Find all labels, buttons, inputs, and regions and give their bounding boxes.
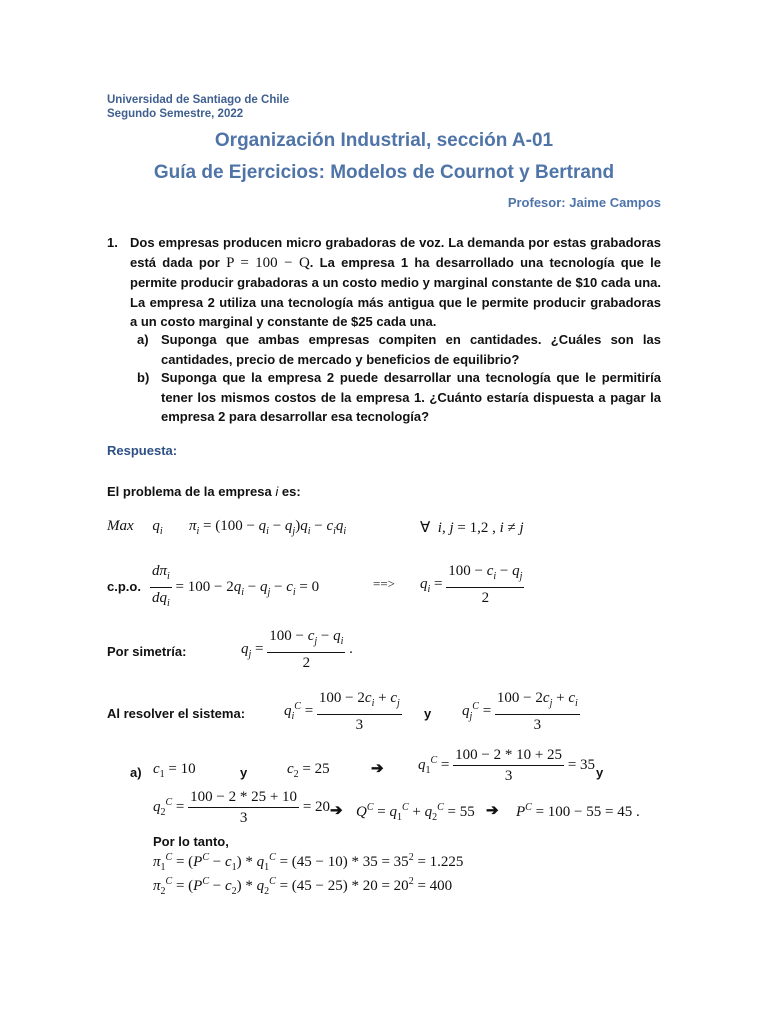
item-a-label: a) (137, 332, 149, 347)
symmetric-reaction: $q_j$ = $\frac{100 - c_j - q_i}{2}$ . (241, 628, 353, 671)
item-b-body: Suponga que la empresa 2 puede desarrollar una tecnología que le permitiría tener los mismos costos de la empresa 1. ¿Cuánto estaría dispuesta a pagar la empresa 2 para desarrollar esa tecnología? (161, 370, 661, 424)
profit-firm-1: $\pi_1^C = (P^C - c_1) * q_1^C = (45 - 10) * 35 = 35^2 = 1.225$ (153, 852, 464, 873)
profit-firm-2: $\pi_2^C = (P^C - c_2) * q_2^C = (45 - 25) * 20 = 20^2 = 400$ (153, 876, 453, 897)
demand-equation: P = 100 − Q (226, 254, 310, 271)
q2-result: $q_2^C$ = $\frac{100 - 2 * 25 + 10}{3}$ = 20 (153, 789, 331, 826)
foc-equation: $\frac{d\pi_i}{dq_i}$ = $100 - 2q_i - q_j - c_i = 0$ (152, 563, 320, 609)
intro-var: i (275, 484, 279, 499)
intro-prefix: El problema de la empresa (107, 484, 272, 499)
therefore-label: Por lo tanto, (153, 834, 229, 849)
forall-condition: ∀ i, j = 1,2 , i ≠ j (420, 520, 524, 536)
total-quantity: $Q^C = q_1^C + q_2^C = 55$ (356, 802, 475, 823)
implies-arrow: ==> (373, 576, 395, 591)
c1-value: $c_1 = 10$ (153, 761, 196, 780)
cpo-label: c.p.o. (107, 579, 141, 594)
answer-heading: Respuesta: (107, 443, 178, 458)
university-name: Universidad de Santiago de Chile (107, 94, 290, 106)
arrow-icon-2: ➔ (330, 803, 343, 819)
semester: Segundo Semestre, 2022 (107, 108, 244, 120)
q1-result: $q_1^C$ = $\frac{100 - 2 * 10 + 25}{3}$ = 35 (418, 747, 596, 784)
qj-solution: $q_j^C$ = $\frac{100 - 2c_j + c_i}{3}$ (462, 690, 578, 733)
and-label-1: y (424, 706, 432, 721)
reaction-function: $q_i$ = $\frac{100 - c_i - q_j}{2}$ (420, 563, 523, 606)
problem-text-1: Dos empresas producen micro grabadoras de voz. La demanda por estas grabadoras está dada por (130, 235, 661, 270)
professor: Profesor: Jaime Campos (507, 195, 661, 210)
intro-suffix: es: (281, 484, 301, 499)
and-label-2: y (240, 765, 248, 780)
part-a-label: a) (130, 765, 142, 780)
system-label: Al resolver el sistema: (107, 706, 246, 721)
item-b-label: b) (137, 370, 150, 385)
arrow-icon-1: ➔ (371, 761, 384, 777)
item-a-text (161, 330, 661, 369)
title-course: Organización Industrial, sección A-01 (214, 130, 554, 151)
max-problem: Max $q_i$ $\pi_i = (100 - q_i - q_j)q_i - c_iq_i$ (107, 518, 347, 537)
and-label-3: y (596, 765, 604, 780)
problem-text-2: . La empresa 1 ha desarrollado una tecnología que le permite producir grabadoras a un costo medio y marginal constante de $10 cada una. La empresa 2 utiliza una tecnología más antigua que le permite producir grabadoras a un costo marginal y constante de $25 cada una. (130, 254, 661, 329)
arrow-icon-3: ➔ (486, 803, 499, 819)
c2-value: $c_2 = 25$ (287, 761, 330, 780)
problem-statement (130, 233, 661, 332)
market-price: $P^C = 100 - 55 = 45$ . (516, 802, 640, 820)
answer-intro (107, 482, 301, 502)
symmetry-label: Por simetría: (107, 644, 187, 659)
problem-number: 1. (107, 235, 118, 250)
title-guide: Guía de Ejercicios: Modelos de Cournot y Bertrand (153, 162, 615, 183)
item-a-body: Suponga que ambas empresas compiten en cantidades. ¿Cuáles son las cantidades, precio de mercado y beneficios de equilibrio? (161, 332, 661, 367)
item-b-text (161, 368, 661, 427)
qi-solution: $q_i^C$ = $\frac{100 - 2c_i + c_j}{3}$ (284, 690, 400, 733)
